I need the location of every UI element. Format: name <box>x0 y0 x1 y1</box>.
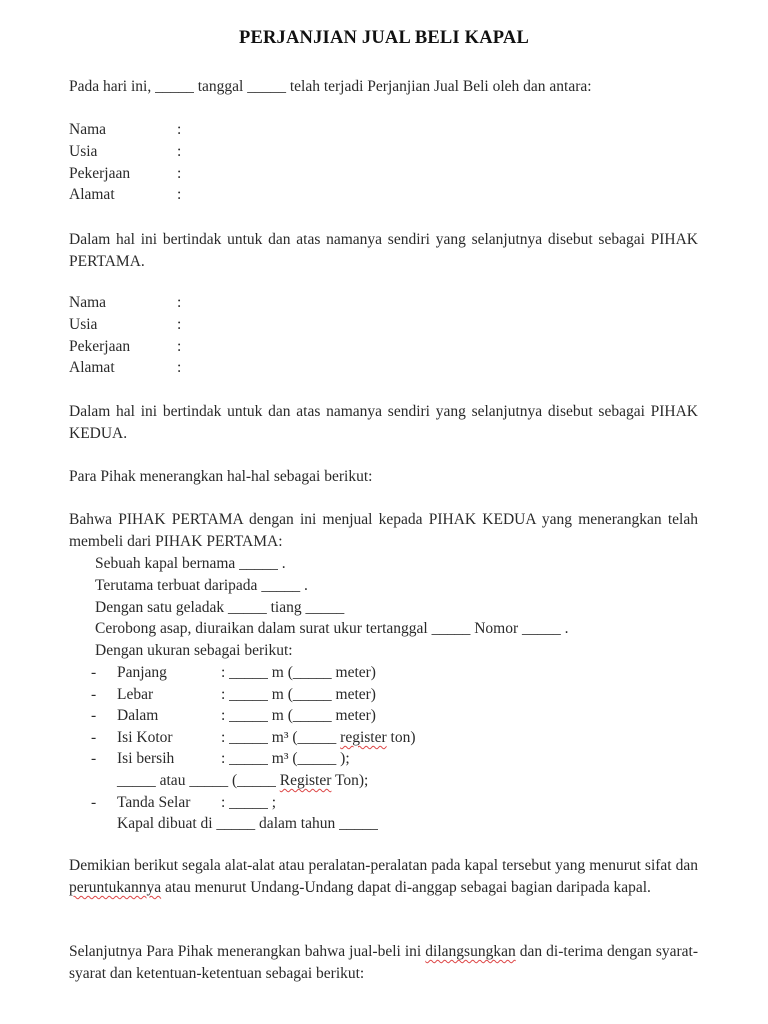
dash: - <box>91 707 97 725</box>
text: Selanjutnya Para Pihak menerangkan bahwa jual-beli ini <box>69 943 426 960</box>
document-title: PERJANJIAN JUAL BELI KAPAL <box>238 28 530 48</box>
field-sep: : <box>177 337 182 355</box>
field-label: Usia <box>69 142 98 160</box>
measure-value: : _____ ; <box>221 793 277 811</box>
field-label: Nama <box>69 294 107 311</box>
measure-label: Lebar <box>117 685 154 703</box>
ship-line: Dengan satu geladak _____ tiang _____ <box>95 598 345 616</box>
ship-line: Dengan ukuran sebagai berikut: <box>95 642 293 660</box>
measure-label: Isi Kotor <box>117 728 173 746</box>
spellcheck-word: register <box>340 728 387 746</box>
field-sep: : <box>177 186 182 204</box>
atau-end: Ton); <box>331 771 369 789</box>
opening-line: Pada hari ini, _____ tanggal _____ telah terjadi Perjanjian Jual Beli oleh dan antara: <box>69 78 592 95</box>
measure-value: : _____ m³ (_____ ); <box>221 750 350 768</box>
spellcheck-word: dilangsungkan <box>425 943 516 960</box>
field-label: Alamat <box>69 359 115 377</box>
text: Demikian berikut segala alat-alat atau peralatan-peralatan pada kapal tersebut yang menurut sifat dan <box>69 857 698 874</box>
party1-statement: Dalam hal ini bertindak untuk dan atas namanya sendiri yang selanjutnya disebut sebagai PIHAK PERTAMA. <box>69 231 698 270</box>
field-sep: : <box>177 121 182 138</box>
party1-fields <box>69 119 698 206</box>
spellcheck-word: peruntukannya <box>69 878 162 896</box>
closing-paragraph-1 <box>69 855 698 899</box>
built-line: Kapal dibuat di _____ dalam tahun _____ <box>117 815 378 833</box>
atau-line: _____ atau _____ (_____ <box>117 771 280 789</box>
dash: - <box>91 663 97 681</box>
dash: - <box>91 750 97 768</box>
dash: - <box>91 793 97 811</box>
ship-line: Sebuah kapal bernama _____ . <box>95 555 286 572</box>
measure-label: Isi bersih <box>117 750 175 768</box>
measure-value: : _____ m (_____ meter) <box>221 707 376 725</box>
field-sep: : <box>177 164 182 182</box>
ship-details <box>69 553 698 835</box>
measure-label: Panjang <box>117 663 167 681</box>
measure-value: : _____ m (_____ meter) <box>221 685 376 703</box>
intro-line: Para Pihak menerangkan hal-hal sebagai berikut: <box>69 468 373 485</box>
ship-line: Terutama terbuat daripada _____ . <box>95 576 308 594</box>
field-sep: : <box>177 359 182 377</box>
sale-statement: Bahwa PIHAK PERTAMA dengan ini menjual kepada PIHAK KEDUA yang menerangkan telah membeli dari PIHAK PERTAMA: <box>69 511 698 550</box>
field-label: Pekerjaan <box>69 337 131 355</box>
ship-line: Cerobong asap, diuraikan dalam surat ukur tertanggal _____ Nomor _____ . <box>95 620 569 638</box>
field-label: Alamat <box>69 186 115 204</box>
field-sep: : <box>177 294 182 311</box>
dash: - <box>91 685 97 703</box>
measure-value: : _____ m (_____ meter) <box>221 663 376 681</box>
field-sep: : <box>177 315 182 333</box>
measure-label: Tanda Selar <box>117 793 191 811</box>
closing-paragraph-2 <box>69 941 698 985</box>
measure-value-end: ton) <box>386 728 416 746</box>
field-label: Pekerjaan <box>69 164 131 182</box>
party2-fields <box>69 292 698 379</box>
field-label: Nama <box>69 121 107 138</box>
field-sep: : <box>177 142 182 160</box>
measure-label: Dalam <box>117 707 159 725</box>
text: dan di-terima dengan syarat-syarat dan ketentuan-ketentuan sebagai berikut: <box>69 943 698 982</box>
text: atau menurut Undang-Undang dapat di-anggap sebagai bagian daripada kapal. <box>161 878 651 896</box>
field-label: Usia <box>69 315 98 333</box>
dash: - <box>91 728 97 746</box>
measure-value: : _____ m³ (_____ <box>221 728 341 746</box>
spellcheck-word: Register <box>279 771 332 789</box>
party2-statement: Dalam hal ini bertindak untuk dan atas namanya sendiri yang selanjutnya disebut sebagai PIHAK KEDUA. <box>69 403 698 442</box>
